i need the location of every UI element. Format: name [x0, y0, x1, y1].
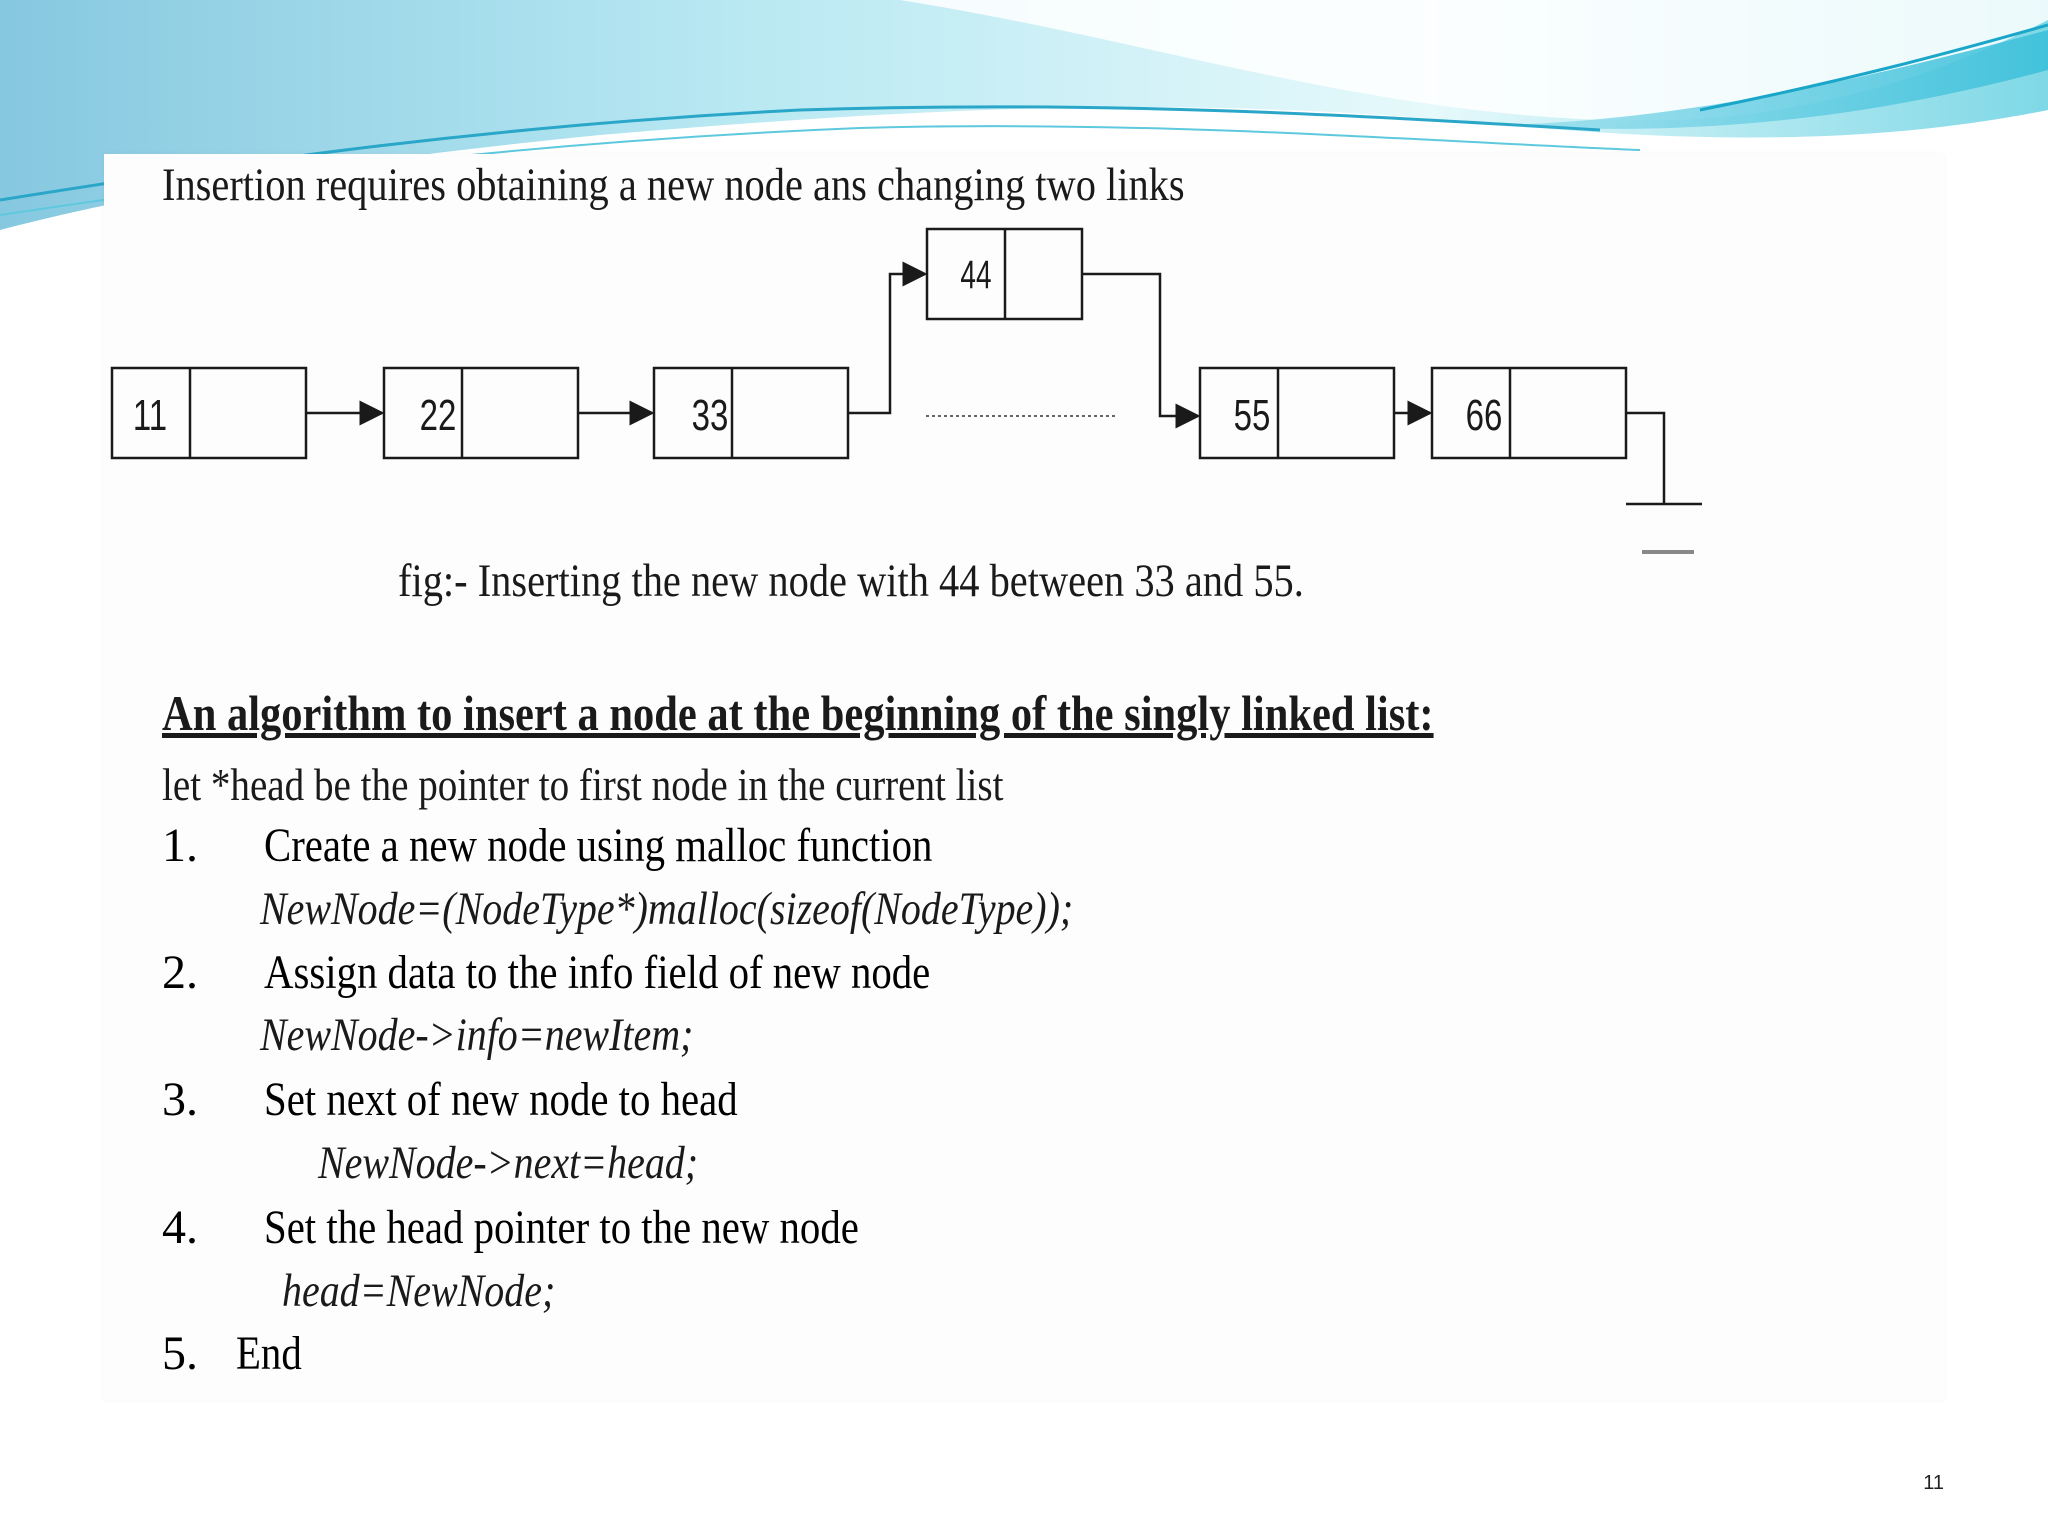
step-text: Set next of new node to head — [264, 1073, 738, 1126]
intro-text: Insertion requires obtaining a new node ans changing two links — [162, 159, 1185, 211]
step-number: 5. — [162, 1327, 198, 1380]
node-box — [1432, 368, 1626, 458]
step-code: NewNode->next=head; — [318, 1137, 699, 1189]
step-number: 3. — [162, 1073, 198, 1126]
figure-caption: fig:- Inserting the new node with 44 between 33 and 55. — [398, 555, 1304, 607]
step-text: Create a new node using malloc function — [264, 819, 933, 872]
step-text: Set the head pointer to the new node — [264, 1201, 859, 1254]
node-value: 66 — [1465, 391, 1503, 441]
node-value: 33 — [691, 391, 729, 441]
slide-number: 11 — [1923, 1472, 1944, 1494]
step-number: 4. — [162, 1201, 198, 1254]
link-arrow — [848, 274, 925, 413]
node-box — [1200, 368, 1394, 458]
algorithm-intro: let *head be the pointer to first node in the current list — [162, 759, 1004, 810]
algorithm-heading: An algorithm to insert a node at the beginning of the singly linked list: — [162, 685, 1434, 741]
node-value: 55 — [1233, 391, 1271, 441]
step-number: 1. — [162, 819, 198, 872]
node-value: 22 — [419, 391, 457, 441]
step-code: NewNode->info=newItem; — [260, 1009, 694, 1061]
node-box — [654, 368, 848, 458]
null-pointer — [1626, 413, 1664, 504]
new-node-value: 44 — [960, 253, 992, 298]
step-text: End — [236, 1327, 302, 1380]
node-box — [384, 368, 578, 458]
link-arrow — [1082, 274, 1198, 416]
slide-content-image — [104, 154, 1944, 1400]
node-value: 11 — [132, 391, 168, 441]
step-code: NewNode=(NodeType*)malloc(sizeof(NodeType)); — [260, 883, 1074, 935]
step-code: head=NewNode; — [282, 1265, 556, 1317]
step-number: 2. — [162, 946, 198, 999]
step-text: Assign data to the info field of new node — [264, 946, 931, 999]
